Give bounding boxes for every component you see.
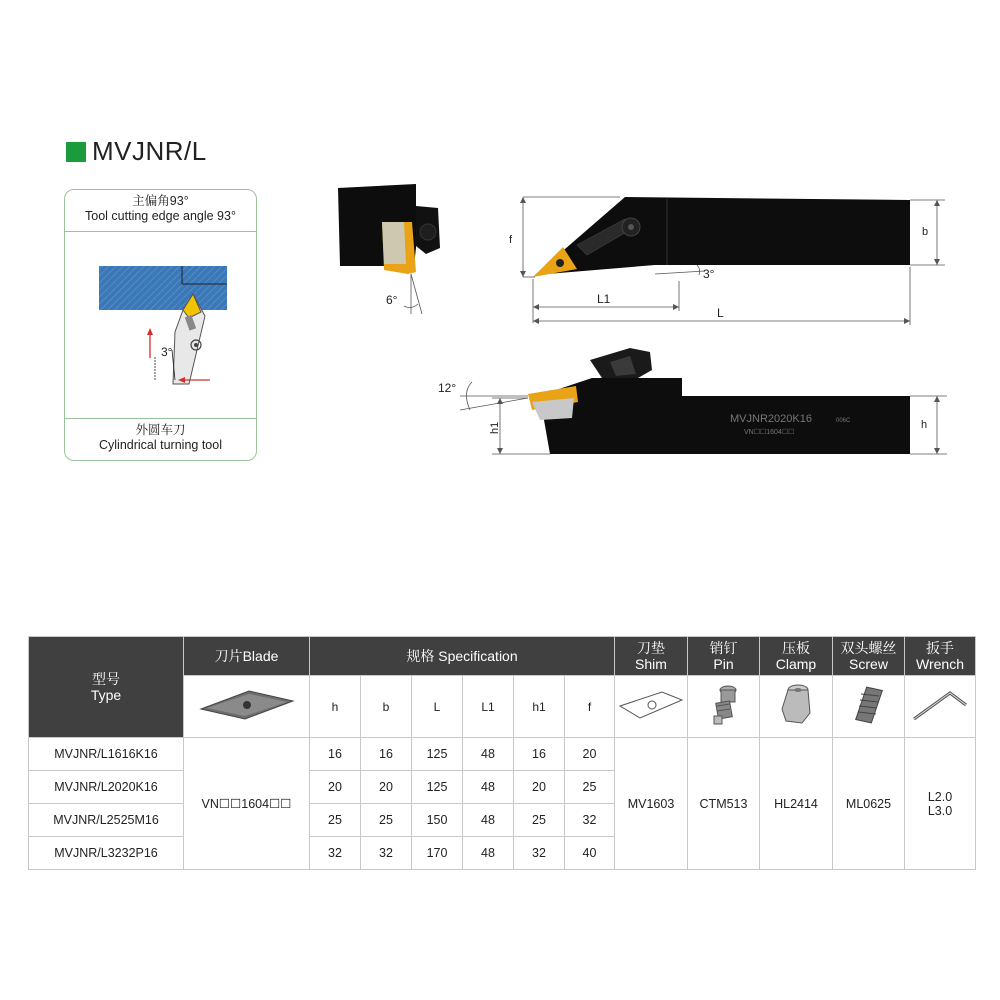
fig-angle-label: 3° bbox=[161, 345, 173, 359]
blade-value: VN☐☐1604☐☐ bbox=[184, 738, 310, 870]
type-header: 型号 Type bbox=[29, 637, 184, 738]
cell-f: 20 bbox=[565, 738, 615, 771]
wrench-value: L2.0 L3.0 bbox=[905, 738, 976, 870]
side-view-drawing bbox=[330, 178, 450, 323]
spec-col-b: b bbox=[361, 676, 412, 738]
cell-f: 40 bbox=[565, 837, 615, 870]
spec-col-h: h bbox=[310, 676, 361, 738]
spec-table bbox=[28, 636, 976, 870]
dim-h-label: h bbox=[921, 419, 928, 431]
title-marker bbox=[66, 142, 86, 162]
cell-h: 32 bbox=[310, 837, 361, 870]
cell-h: 16 bbox=[310, 738, 361, 771]
dim-f-label: f bbox=[509, 234, 513, 246]
holder-marking-sub: VN☐☐1604☐☐ bbox=[744, 429, 795, 436]
pin-value: CTM513 bbox=[688, 738, 760, 870]
holder-marking-code: 006C bbox=[836, 418, 851, 424]
cell-b: 25 bbox=[361, 804, 412, 837]
holder-front bbox=[544, 378, 910, 454]
front-angle-label: 12° bbox=[438, 381, 457, 395]
blade-insert-icon bbox=[197, 685, 297, 725]
wrench-icon bbox=[910, 685, 970, 725]
dim-b-label: b bbox=[922, 226, 929, 238]
cell-L1: 48 bbox=[463, 804, 514, 837]
shim-icon bbox=[618, 688, 684, 722]
holder-top bbox=[535, 197, 910, 275]
row-type: MVJNR/L2525M16 bbox=[29, 804, 184, 837]
cell-L: 170 bbox=[412, 837, 463, 870]
shim-value: MV1603 bbox=[615, 738, 688, 870]
table-row bbox=[29, 738, 976, 771]
screw-value: ML0625 bbox=[833, 738, 905, 870]
pin-header: 销钉 Pin bbox=[688, 637, 760, 676]
screw-icon bbox=[849, 682, 889, 728]
cell-L: 125 bbox=[412, 738, 463, 771]
cell-h1: 16 bbox=[514, 738, 565, 771]
cell-b: 20 bbox=[361, 771, 412, 804]
dim-L-label: L bbox=[717, 306, 724, 320]
pin-image-cell bbox=[688, 676, 760, 738]
row-type: MVJNR/L3232P16 bbox=[29, 837, 184, 870]
cell-h1: 25 bbox=[514, 804, 565, 837]
footer-en: Cylindrical turning tool bbox=[99, 438, 222, 452]
cell-L1: 48 bbox=[463, 837, 514, 870]
cell-f: 25 bbox=[565, 771, 615, 804]
top-view-drawing bbox=[505, 185, 950, 330]
clamp-icon bbox=[776, 683, 816, 727]
blade-header: 刀片Blade bbox=[184, 637, 310, 676]
screw-header: 双头螺丝 Screw bbox=[833, 637, 905, 676]
side-angle-label: 6° bbox=[386, 293, 398, 307]
table-header-row bbox=[29, 637, 976, 676]
cell-h1: 32 bbox=[514, 837, 565, 870]
top-angle-label: 3° bbox=[703, 267, 715, 281]
cutting-diagram bbox=[65, 232, 257, 418]
spec-header: 规格 Specification bbox=[310, 637, 615, 676]
info-card-header bbox=[65, 190, 256, 232]
cell-L: 150 bbox=[412, 804, 463, 837]
page-title bbox=[66, 136, 207, 167]
footer-cn: 外圆车刀 bbox=[135, 423, 186, 437]
wrench-image-cell bbox=[905, 676, 976, 738]
cell-h: 20 bbox=[310, 771, 361, 804]
info-card-footer bbox=[65, 418, 256, 460]
info-card bbox=[64, 189, 257, 461]
row-type: MVJNR/L2020K16 bbox=[29, 771, 184, 804]
spec-col-L1: L1 bbox=[463, 676, 514, 738]
spec-col-f: f bbox=[565, 676, 615, 738]
header-en: Tool cutting edge angle 93° bbox=[85, 209, 236, 223]
cell-h: 25 bbox=[310, 804, 361, 837]
clamp-value: HL2414 bbox=[760, 738, 833, 870]
dim-L1-label: L1 bbox=[597, 292, 611, 306]
spec-col-L: L bbox=[412, 676, 463, 738]
wrench-header: 扳手 Wrench bbox=[905, 637, 976, 676]
header-cn: 主偏角93° bbox=[132, 194, 189, 208]
front-view-drawing bbox=[432, 340, 952, 465]
cell-L1: 48 bbox=[463, 771, 514, 804]
clamp-image-cell bbox=[760, 676, 833, 738]
blade-image-cell bbox=[184, 676, 310, 738]
dim-h1-label: h1 bbox=[489, 421, 501, 434]
holder-marking: MVJNR2020K16 bbox=[730, 413, 812, 425]
screw-image-cell bbox=[833, 676, 905, 738]
cell-L1: 48 bbox=[463, 738, 514, 771]
cell-b: 16 bbox=[361, 738, 412, 771]
cell-L: 125 bbox=[412, 771, 463, 804]
clamp-header: 压板 Clamp bbox=[760, 637, 833, 676]
spec-col-h1: h1 bbox=[514, 676, 565, 738]
cell-b: 32 bbox=[361, 837, 412, 870]
cell-h1: 20 bbox=[514, 771, 565, 804]
shim-image-cell bbox=[615, 676, 688, 738]
row-type: MVJNR/L1616K16 bbox=[29, 738, 184, 771]
cell-f: 32 bbox=[565, 804, 615, 837]
pin-icon bbox=[704, 682, 744, 728]
title-text: MVJNR/L bbox=[92, 136, 207, 166]
shim-header: 刀垫 Shim bbox=[615, 637, 688, 676]
